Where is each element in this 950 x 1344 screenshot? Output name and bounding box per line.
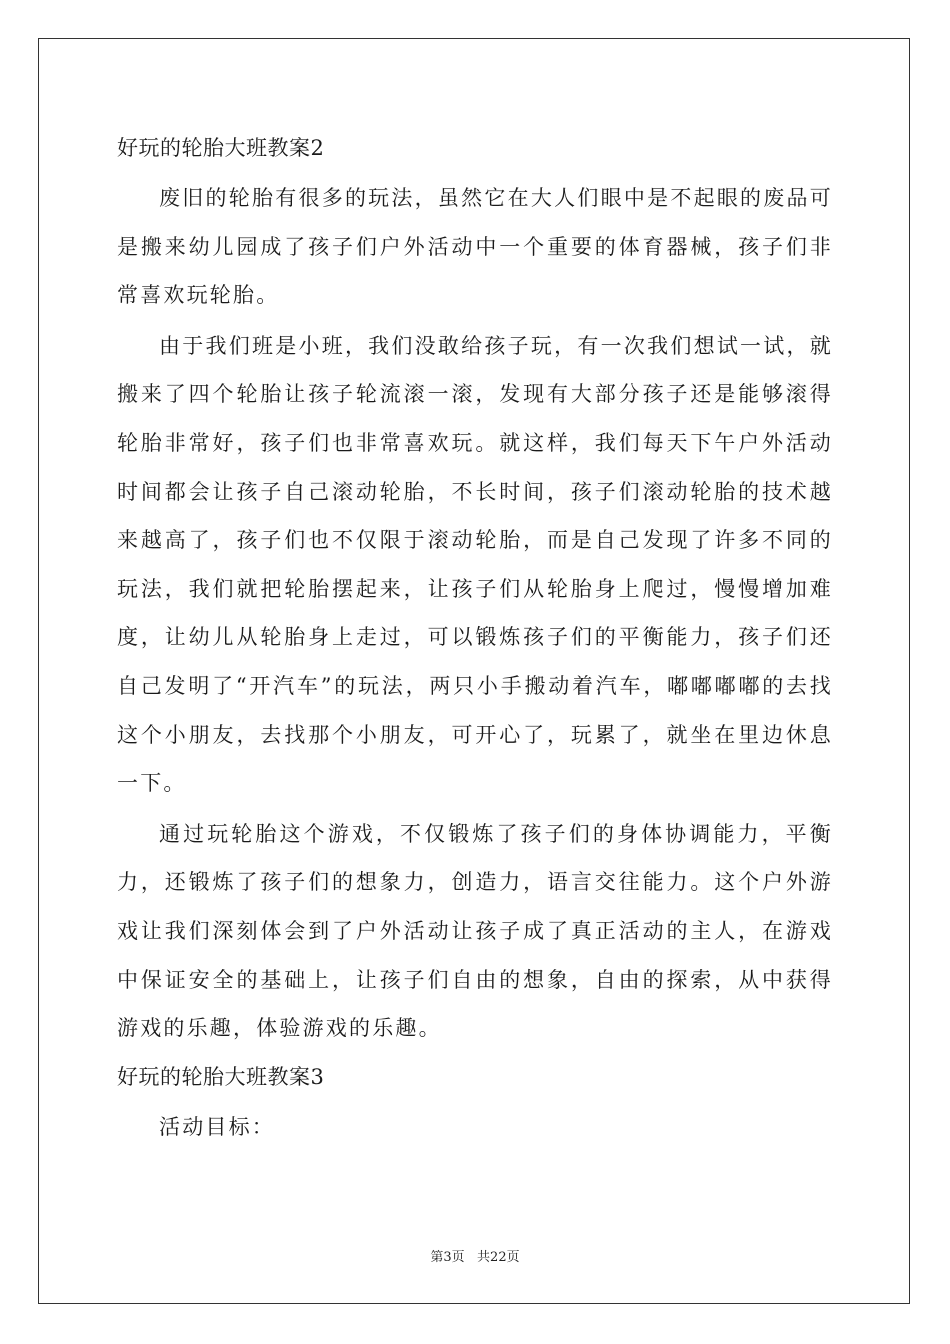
document-body <box>117 124 833 1151</box>
paragraph: 废旧的轮胎有很多的玩法，虽然它在大人们眼中是不起眼的废品可是搬来幼儿园成了孩子们户外活动中一个重要的体育器械，孩子们非常喜欢玩轮胎。 <box>117 186 833 308</box>
paragraph: 由于我们班是小班，我们没敢给孩子玩，有一次我们想试一试，就搬来了四个轮胎让孩子轮流滚一滚，发现有大部分孩子还是能够滚得轮胎非常好，孩子们也非常喜欢玩。就这样，我们每天下午户外活动时间都会让孩子自己滚动轮胎，不长时间，孩子们滚动轮胎的技术越来越高了，孩子们也不仅限于滚动轮胎，而是自己发现了许多不同的玩法，我们就把轮胎摆起来，让孩子们从轮胎身上爬过，慢慢增加难度，让幼儿从轮胎身上走过，可以锻炼孩子们的平衡能力，孩子们还自己发明了“开汽车”的玩法，两只小手搬动着汽车，嘟嘟嘟嘟的去找这个小朋友，去找那个小朋友，可开心了，玩累了，就坐在里边休息一下。 <box>117 333 833 796</box>
paragraph: 通过玩轮胎这个游戏，不仅锻炼了孩子们的身体协调能力，平衡力，还锻炼了孩子们的想象力，创造力，语言交往能力。这个户外游戏让我们深刻体会到了户外活动让孩子成了真正活动的主人，在游戏中保证安全的基础上，让孩子们自由的想象，自由的探索，从中获得游戏的乐趣，体验游戏的乐趣。 <box>117 821 833 1041</box>
page-number-footer: 第3页 共22页 <box>430 1250 520 1265</box>
section-title: 好玩的轮胎大班教案2 <box>117 136 325 160</box>
paragraph: 活动目标： <box>159 1114 275 1139</box>
section-title: 好玩的轮胎大班教案3 <box>117 1064 325 1089</box>
